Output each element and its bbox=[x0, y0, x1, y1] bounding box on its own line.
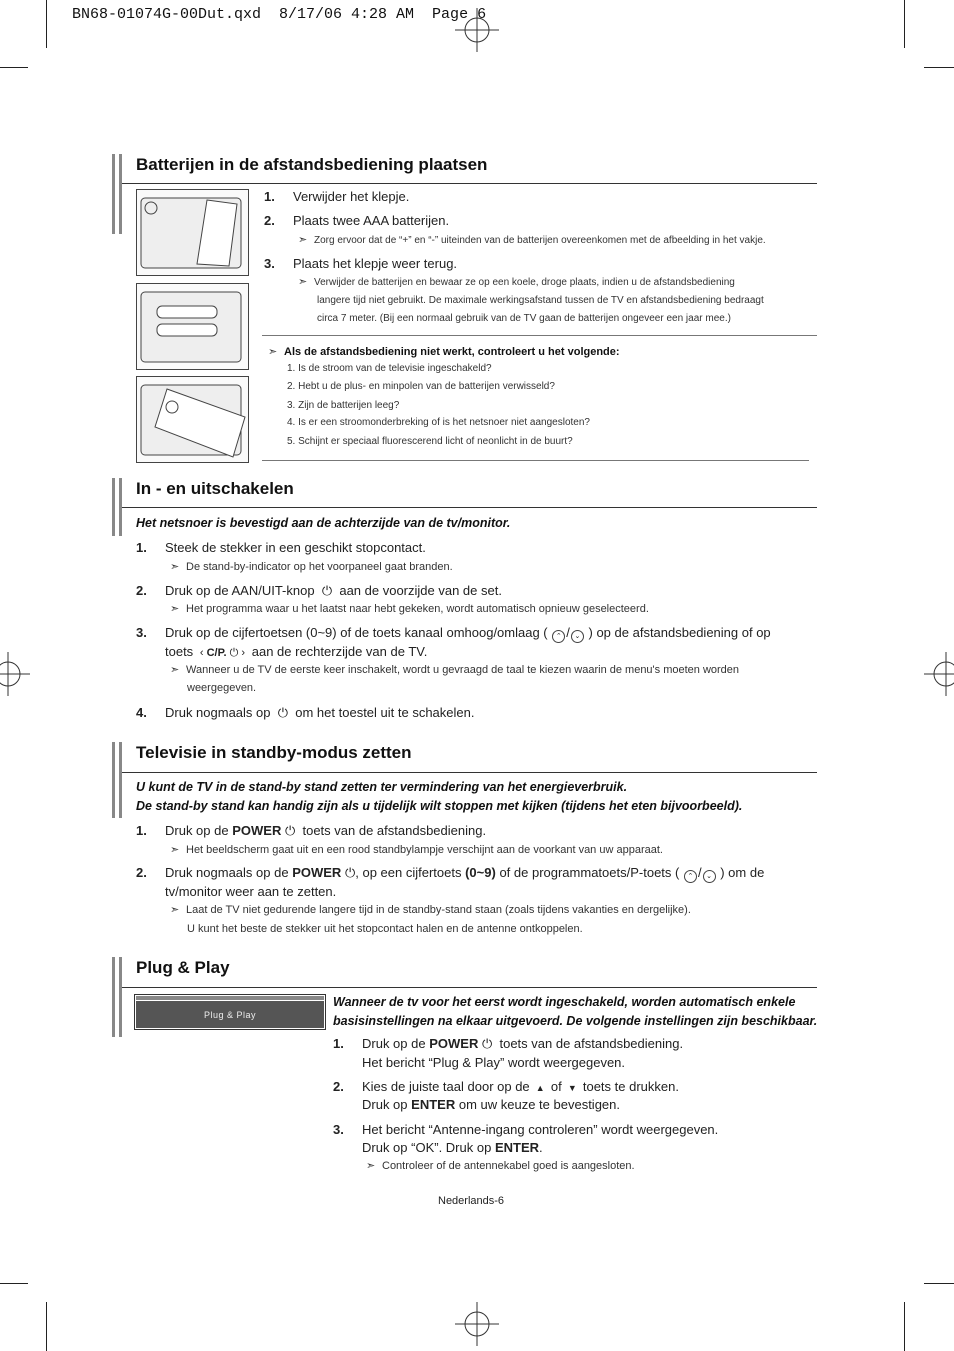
step-text-part: om het toestel uit te schakelen. bbox=[295, 705, 475, 720]
step-text: Het bericht “Antenne-ingang controleren” wordt weergegeven. bbox=[362, 1122, 719, 1137]
note-arrow-icon: ➣ bbox=[298, 276, 308, 288]
plug-play-intro-line1: Wanneer de tv voor het eerst wordt ingeschakeld, worden automatisch enkele bbox=[333, 995, 796, 1009]
power-step-3-line2 bbox=[165, 643, 427, 662]
note-arrow-icon: ➣ bbox=[366, 1160, 376, 1172]
power-key-label: POWER bbox=[292, 865, 342, 880]
section-title-plug-play: Plug & Play bbox=[136, 958, 230, 977]
note-text: Controleer of de antennekabel goed is aangesloten. bbox=[382, 1160, 635, 1172]
troubleshoot-title bbox=[268, 343, 620, 361]
section-bar bbox=[112, 957, 115, 1037]
registration-mark-right bbox=[924, 652, 954, 696]
step-text-part: . bbox=[539, 1140, 543, 1155]
step-number: 1. bbox=[136, 540, 147, 555]
step-text bbox=[165, 822, 486, 840]
remote-batteries-illustration bbox=[137, 284, 248, 369]
step-text bbox=[165, 582, 502, 600]
step-text-part: Druk op “OK”. Druk op bbox=[362, 1140, 492, 1155]
step-text-part: Druk nogmaals op de bbox=[165, 865, 289, 880]
remote-close-cover-image bbox=[136, 376, 249, 463]
cp-button-icon: ‹ C/P. ⏻ › bbox=[196, 647, 249, 659]
troubleshoot-item: 1. Is de stroom van de televisie ingeschakeld? bbox=[287, 363, 492, 374]
step-number: 4. bbox=[136, 705, 147, 720]
step-number: 1. bbox=[136, 823, 147, 838]
arrow-down-icon: ▼ bbox=[565, 1083, 580, 1093]
section-rule bbox=[122, 183, 817, 184]
crop-mark bbox=[904, 0, 905, 48]
section-bar bbox=[112, 478, 115, 536]
note-arrow-icon: ➣ bbox=[170, 603, 180, 615]
step-text bbox=[165, 704, 474, 722]
troubleshoot-item: 2. Hebt u de plus- en minpolen van de batterijen verwisseld? bbox=[287, 381, 555, 392]
registration-mark-bottom bbox=[455, 1302, 499, 1346]
standby-note-2 bbox=[170, 901, 691, 919]
arrow-up-icon: ▲ bbox=[533, 1083, 548, 1093]
section-bar bbox=[119, 742, 122, 818]
plug-play-step-3-line2 bbox=[362, 1139, 543, 1157]
crop-mark bbox=[904, 1302, 905, 1351]
plug-play-step-1-line2: Het bericht “Plug & Play” wordt weergegeven. bbox=[362, 1055, 626, 1070]
troubleshoot-item: 3. Zijn de batterijen leeg? bbox=[287, 400, 400, 411]
crop-mark bbox=[0, 67, 28, 68]
power-key-label: POWER bbox=[232, 823, 282, 838]
crop-mark bbox=[924, 67, 954, 68]
step-text bbox=[362, 1035, 683, 1053]
note-arrow-icon: ➣ bbox=[298, 234, 308, 246]
note-text: Verwijder de batterijen en bewaar ze op een koele, droge plaats, indien u de afstandsbediening bbox=[314, 277, 735, 288]
osd-top-bar bbox=[136, 996, 324, 1000]
step-text-part: ) op de afstandsbediening of op bbox=[588, 625, 771, 640]
slash: / bbox=[697, 865, 702, 880]
step-number: 2. bbox=[136, 865, 147, 880]
power-note-1 bbox=[170, 558, 453, 576]
step-text-part: Druk op de bbox=[362, 1036, 426, 1051]
step-text-part: ) om de bbox=[720, 865, 765, 880]
step-number: 3. bbox=[333, 1122, 344, 1137]
remote-cover-illustration bbox=[137, 190, 248, 275]
note-arrow-icon: ➣ bbox=[170, 664, 180, 676]
note-text: Zorg ervoor dat de “+” en “-” uiteinden van de batterijen overeenkomen met de afbeelding in het vakje. bbox=[314, 235, 766, 246]
registration-mark-left bbox=[0, 652, 30, 696]
step-text-part: , op een cijfertoets bbox=[355, 865, 462, 880]
divider bbox=[262, 460, 809, 461]
step-number: 3. bbox=[264, 256, 275, 271]
section-title-power: In - en uitschakelen bbox=[136, 479, 294, 498]
step-text-part: Kies de juiste taal door op de bbox=[362, 1079, 530, 1094]
step-text: Plaats twee AAA batterijen. bbox=[293, 213, 450, 228]
divider bbox=[262, 335, 817, 336]
step-text bbox=[362, 1078, 679, 1097]
power-icon: ⏻ bbox=[274, 705, 292, 720]
step-text-part: Druk op de cijfertoetsen (0~9) of de toets kanaal omhoog/omlaag ( bbox=[165, 625, 548, 640]
cp-label: C/P. bbox=[206, 647, 227, 659]
page-number: Nederlands-6 bbox=[438, 1195, 505, 1207]
power-note-2 bbox=[170, 600, 649, 618]
troubleshoot-item: 4. Is er een stroomonderbreking of is het netsnoer niet aangesloten? bbox=[287, 417, 590, 428]
note-arrow-icon: ➣ bbox=[268, 346, 278, 358]
remote-cover-image bbox=[136, 189, 249, 276]
battery-note-polarity bbox=[298, 231, 766, 250]
note-text: Het beeldscherm gaat uit en een rood standbylampje verschijnt aan de voorkant van uw apparaat. bbox=[186, 844, 663, 856]
step-text-part: of de programmatoets/P-toets ( bbox=[499, 865, 680, 880]
crop-mark bbox=[0, 1283, 28, 1284]
step-text: Verwijder het klepje. bbox=[293, 189, 410, 204]
section-bar bbox=[119, 154, 122, 234]
power-key-label: POWER bbox=[429, 1036, 479, 1051]
section-bar bbox=[112, 154, 115, 234]
battery-note-storage-line3: circa 7 meter. (Bij een normaal gebruik van de TV gaan de batterijen ongeveer een jaar mee.) bbox=[317, 313, 731, 324]
step-text-part: of bbox=[550, 1079, 562, 1094]
digits-label: (0~9) bbox=[465, 865, 496, 880]
note-arrow-icon: ➣ bbox=[170, 904, 180, 916]
troubleshoot-item: 5. Schijnt er speciaal fluorescerend licht of neonlicht in de buurt? bbox=[287, 436, 573, 447]
plug-play-note bbox=[366, 1157, 635, 1175]
section-rule bbox=[122, 772, 817, 773]
step-text-part: toets bbox=[165, 644, 194, 659]
crop-mark bbox=[46, 1302, 47, 1351]
plug-play-osd bbox=[134, 994, 326, 1030]
print-header: BN68-01074G-00Dut.qxd 8/17/06 4:28 AM Page 6 bbox=[72, 6, 487, 23]
step-number: 3. bbox=[136, 625, 147, 640]
power-icon: ⏻ bbox=[478, 1036, 496, 1051]
step-number: 2. bbox=[333, 1079, 344, 1094]
step-text-part: aan de rechterzijde van de TV. bbox=[251, 644, 428, 659]
step-number: 1. bbox=[333, 1036, 344, 1051]
channel-up-icon: ⌃ bbox=[684, 870, 697, 883]
step-number: 2. bbox=[136, 583, 147, 598]
standby-intro-line1: U kunt de TV in de stand-by stand zetten ter vermindering van het energieverbruik. bbox=[136, 780, 628, 794]
step-text-part: Druk op bbox=[362, 1097, 408, 1112]
step-number: 2. bbox=[264, 213, 275, 228]
standby-note-1 bbox=[170, 841, 663, 859]
enter-key-label: ENTER bbox=[411, 1097, 456, 1112]
step-text: Plaats het klepje weer terug. bbox=[293, 256, 458, 271]
note-text: De stand-by-indicator op het voorpaneel gaat branden. bbox=[186, 561, 453, 573]
crop-mark bbox=[46, 0, 47, 48]
power-note-3-line2: weergegeven. bbox=[187, 682, 257, 694]
power-icon: ⏻ bbox=[281, 823, 299, 838]
section-rule bbox=[122, 507, 817, 508]
note-text: Als de afstandsbediening niet werkt, controleert u het volgende: bbox=[284, 346, 620, 358]
remote-close-cover-illustration bbox=[137, 377, 248, 462]
remote-batteries-image bbox=[136, 283, 249, 370]
step-text-part: toets van de afstandsbediening. bbox=[499, 1036, 684, 1051]
enter-key-label: ENTER bbox=[494, 1140, 540, 1155]
step-text bbox=[165, 864, 764, 883]
section-bar bbox=[112, 742, 115, 818]
power-note-3 bbox=[170, 661, 739, 679]
standby-note-2-line2: U kunt het beste de stekker uit het stopcontact halen en de antenne ontkoppelen. bbox=[187, 923, 583, 935]
note-arrow-icon: ➣ bbox=[170, 844, 180, 856]
step-text-part: Druk op de bbox=[165, 823, 229, 838]
power-icon: ⏻ bbox=[341, 865, 356, 880]
step-text bbox=[165, 624, 771, 643]
slash: / bbox=[566, 625, 570, 640]
plug-play-intro-line2: basisinstellingen na elkaar uitgevoerd. De volgende instellingen zijn beschikbaar. bbox=[333, 1014, 818, 1028]
channel-down-icon: ⌄ bbox=[571, 630, 584, 643]
step-text: Steek de stekker in een geschikt stopcontact. bbox=[165, 540, 426, 555]
power-icon: ⏻ bbox=[318, 583, 336, 598]
step-text-part: Druk op de AAN/UIT-knop bbox=[165, 583, 315, 598]
battery-note-storage bbox=[298, 273, 735, 292]
step-text-part: toets te drukken. bbox=[582, 1079, 679, 1094]
standby-step-2-line2: tv/monitor weer aan te zetten. bbox=[165, 884, 337, 899]
osd-label: Plug & Play bbox=[136, 1001, 324, 1028]
section-title-standby: Televisie in standby-modus zetten bbox=[136, 743, 412, 762]
step-text-part: om uw keuze te bevestigen. bbox=[458, 1097, 620, 1112]
crop-mark bbox=[924, 1283, 954, 1284]
note-arrow-icon: ➣ bbox=[170, 561, 180, 573]
battery-note-storage-line2: langere tijd niet gebruikt. De maximale werkingsafstand tussen de TV en afstandsbediening bedraagt bbox=[317, 295, 764, 306]
note-text: Laat de TV niet gedurende langere tijd in de standby-stand staan (zoals tijdens vakanties en dergelijke). bbox=[186, 904, 691, 916]
section-rule bbox=[122, 987, 817, 988]
step-text-part: Druk nogmaals op bbox=[165, 705, 271, 720]
step-text-part: toets van de afstandsbediening. bbox=[302, 823, 487, 838]
channel-down-icon: ⌄ bbox=[703, 870, 716, 883]
note-text: Het programma waar u het laatst naar hebt gekeken, wordt automatisch opnieuw geselecteerd. bbox=[186, 603, 649, 615]
step-text-part: aan de voorzijde van de set. bbox=[339, 583, 502, 598]
standby-intro-line2: De stand-by stand kan handig zijn als u tijdelijk wilt stoppen met kijken (tijdens het eten bijvoorbeeld). bbox=[136, 799, 743, 813]
plug-play-step-2-line2 bbox=[362, 1096, 620, 1114]
note-text: Wanneer u de TV de eerste keer inschakelt, wordt u gevraagd de taal te kiezen waarin de menu's moeten worden bbox=[186, 664, 740, 676]
section-title-batteries: Batterijen in de afstandsbediening plaatsen bbox=[136, 155, 488, 174]
section-bar bbox=[119, 957, 122, 1037]
channel-up-icon: ⌃ bbox=[552, 630, 565, 643]
step-number: 1. bbox=[264, 189, 275, 204]
power-intro: Het netsnoer is bevestigd aan de achterzijde van de tv/monitor. bbox=[136, 516, 511, 530]
